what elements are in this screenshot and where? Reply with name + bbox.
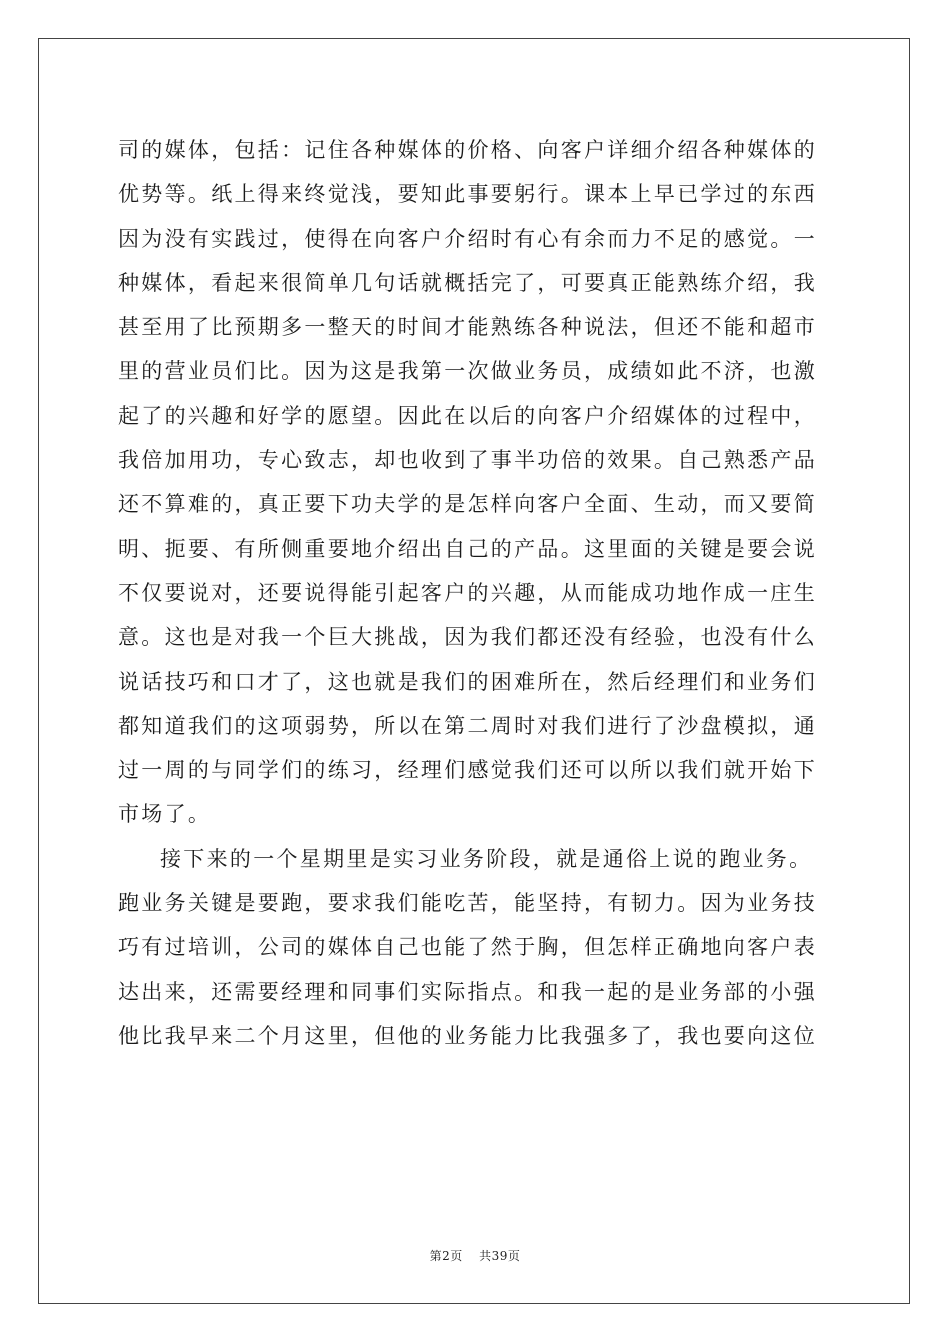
text-line: 都知道我们的这项弱势，所以在第二周时对我们进行了沙盘模拟，通 — [118, 713, 817, 738]
text-line: 跑业务关键是要跑，要求我们能吃苦，能坚持，有韧力。因为业务技 — [118, 891, 817, 916]
text-line: 因为没有实践过，使得在向客户介绍时有心有余而力不足的感觉。一 — [118, 226, 817, 251]
text-line: 还不算难的，真正要下功夫学的是怎样向客户全面、生动，而又要简 — [118, 492, 817, 517]
text-line: 不仅要说对，还要说得能引起客户的兴趣，从而能成功地作成一庄生 — [118, 580, 817, 605]
text-line: 市场了。 — [118, 802, 212, 827]
text-line: 我倍加用功，专心致志，却也收到了事半功倍的效果。自己熟悉产品 — [118, 448, 817, 473]
text-line: 意。这也是对我一个巨大挑战，因为我们都还没有经验，也没有什么 — [118, 625, 817, 650]
text-line: 司的媒体，包括：记住各种媒体的价格、向客户详细介绍各种媒体的 — [118, 138, 817, 162]
text-line: 明、扼要、有所侧重要地介绍出自己的产品。这里面的关键是要会说 — [118, 536, 817, 561]
paragraph-start-line: 接下来的一个星期里是实习业务阶段，就是通俗上说的跑业务。 — [160, 846, 813, 871]
text-line: 达出来，还需要经理和同事们实际指点。和我一起的是业务部的小强 — [118, 979, 817, 1004]
document-body — [118, 128, 834, 1058]
text-line: 起了的兴趣和好学的愿望。因此在以后的向客户介绍媒体的过程中， — [118, 403, 817, 428]
text-line: 优势等。纸上得来终觉浅，要知此事要躬行。课本上早已学过的东西 — [118, 182, 817, 207]
text-line: 过一周的与同学们的练习，经理们感觉我们还可以所以我们就开始下 — [118, 758, 817, 783]
page-number: 第2页 — [429, 1249, 463, 1263]
text-line: 巧有过培训，公司的媒体自己也能了然于胸，但怎样正确地向客户表 — [118, 935, 817, 960]
text-line: 甚至用了比预期多一整天的时间才能熟练各种说法，但还不能和超市 — [118, 315, 817, 340]
text-line: 种媒体，看起来很简单几句话就概括完了，可要真正能熟练介绍，我 — [118, 270, 817, 295]
text-line: 里的营业员们比。因为这是我第一次做业务员，成绩如此不济，也激 — [118, 359, 817, 384]
page-total: 共39页 — [479, 1249, 521, 1263]
text-line: 说话技巧和口才了，这也就是我们的困难所在，然后经理们和业务们 — [118, 669, 817, 694]
page-footer — [0, 1247, 950, 1264]
text-line: 他比我早来二个月这里，但他的业务能力比我强多了，我也要向这位 — [118, 1023, 817, 1048]
